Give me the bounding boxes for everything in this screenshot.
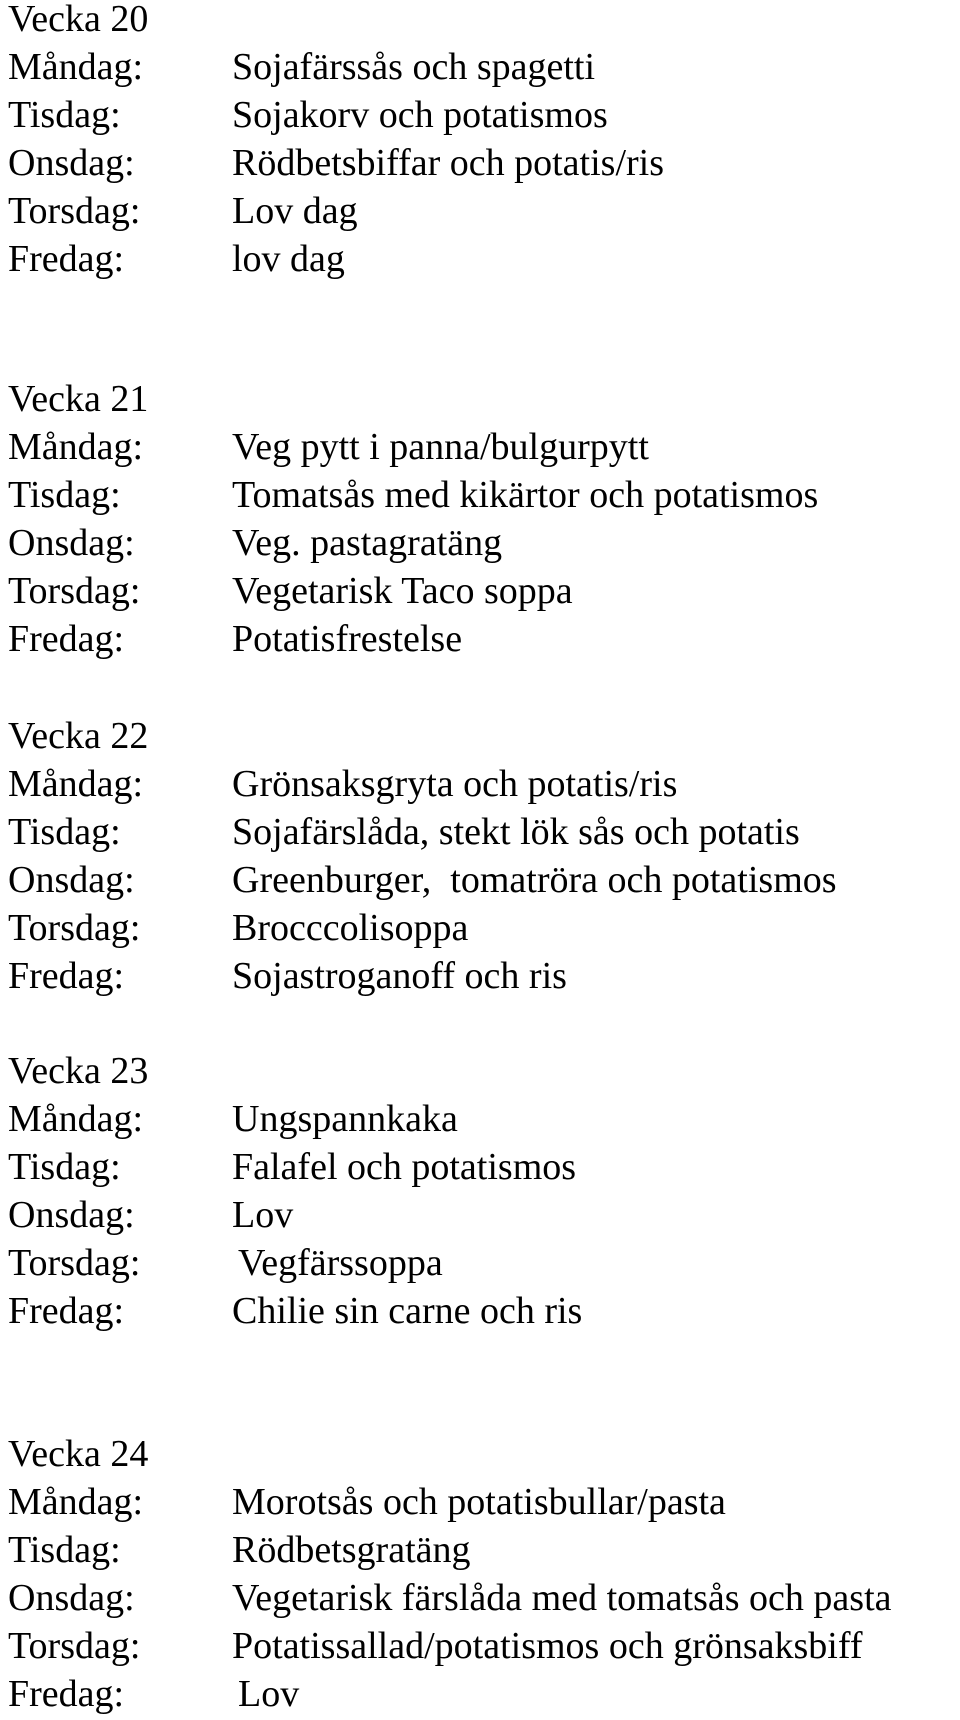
meal-text: Vegetarisk Taco soppa [232,570,573,612]
day-row-friday [8,235,958,283]
day-row-monday [8,1478,958,1526]
day-row-thursday [8,187,958,235]
meal-text: Vegetarisk färslåda med tomatsås och pasta [232,1577,892,1619]
day-label: Måndag: [8,46,144,88]
day-label: Torsdag: [8,190,141,232]
day-label: Torsdag: [8,570,141,612]
day-row-thursday [8,1239,958,1287]
day-row-tuesday [8,91,958,139]
meal-text: Lov [232,1194,294,1236]
day-label: Torsdag: [8,1625,141,1667]
day-row-wednesday [8,519,958,567]
week-24 [8,1430,958,1718]
day-row-friday [8,1670,958,1718]
day-label: Torsdag: [8,907,141,949]
day-label: Torsdag: [8,1242,141,1284]
day-label: Fredag: [8,1673,125,1715]
meal-text: Tomatsås med kikärtor och potatismos [232,474,819,516]
day-label: Fredag: [8,1290,125,1332]
day-label: Tisdag: [8,474,121,516]
meal-text: Brocccolisoppa [232,907,469,949]
day-row-thursday [8,904,958,952]
week-title: Vecka 21 [8,378,149,420]
day-row-tuesday [8,1526,958,1574]
day-label: Fredag: [8,618,125,660]
day-row-tuesday [8,1143,958,1191]
day-row-monday [8,43,958,91]
day-row-thursday [8,567,958,615]
meal-text: Ungspannkaka [232,1098,458,1140]
week-title: Vecka 20 [8,0,149,40]
week-21 [8,375,958,663]
meal-text: Potatissallad/potatismos och grönsaksbiff [232,1625,863,1667]
meal-text: Sojastroganoff och ris [232,955,567,997]
week-title: Vecka 24 [8,1433,149,1475]
day-row-tuesday [8,471,958,519]
day-row-monday [8,760,958,808]
day-label: Onsdag: [8,1577,135,1619]
day-label: Onsdag: [8,859,135,901]
day-row-wednesday [8,139,958,187]
day-label: Onsdag: [8,1194,135,1236]
day-label: Måndag: [8,426,144,468]
day-label: Tisdag: [8,1146,121,1188]
week-20 [8,0,958,283]
day-label: Tisdag: [8,1529,121,1571]
day-row-friday [8,1287,958,1335]
day-label: Fredag: [8,955,125,997]
week-23 [8,1047,958,1335]
day-row-monday [8,1095,958,1143]
meal-text: Rödbetsgratäng [232,1529,471,1571]
meal-text: Veg pytt i panna/bulgurpytt [232,426,649,468]
day-row-monday [8,423,958,471]
day-label: Tisdag: [8,811,121,853]
day-row-wednesday [8,1191,958,1239]
day-label: Måndag: [8,1481,144,1523]
meal-text: Potatisfrestelse [232,618,463,660]
meal-text: Falafel och potatismos [232,1146,577,1188]
meal-text: Veg. pastagratäng [232,522,503,564]
meal-text: Lov [238,1673,300,1715]
day-label: Fredag: [8,238,125,280]
meal-text: Grönsaksgryta och potatis/ris [232,763,678,805]
meal-text: lov dag [232,238,345,280]
day-row-friday [8,952,958,1000]
day-label: Måndag: [8,763,144,805]
meal-text: Morotsås och potatisbullar/pasta [232,1481,726,1523]
day-row-friday [8,615,958,663]
day-row-wednesday [8,1574,958,1622]
meal-text: Sojakorv och potatismos [232,94,608,136]
meal-text: Sojafärslåda, stekt lök sås och potatis [232,811,800,853]
day-label: Tisdag: [8,94,121,136]
meal-text: Vegfärssoppa [238,1242,443,1284]
day-label: Onsdag: [8,522,135,564]
meal-text: Rödbetsbiffar och potatis/ris [232,142,665,184]
meal-text: Chilie sin carne och ris [232,1290,583,1332]
day-label: Måndag: [8,1098,144,1140]
day-row-wednesday [8,856,958,904]
day-label: Onsdag: [8,142,135,184]
day-row-thursday [8,1622,958,1670]
meal-text: Lov dag [232,190,358,232]
meal-text: Sojafärssås och spagetti [232,46,596,88]
week-22 [8,712,958,1000]
week-title: Vecka 22 [8,715,149,757]
day-row-tuesday [8,808,958,856]
week-title: Vecka 23 [8,1050,149,1092]
meal-text: Greenburger, tomatröra och potatismos [232,859,837,901]
